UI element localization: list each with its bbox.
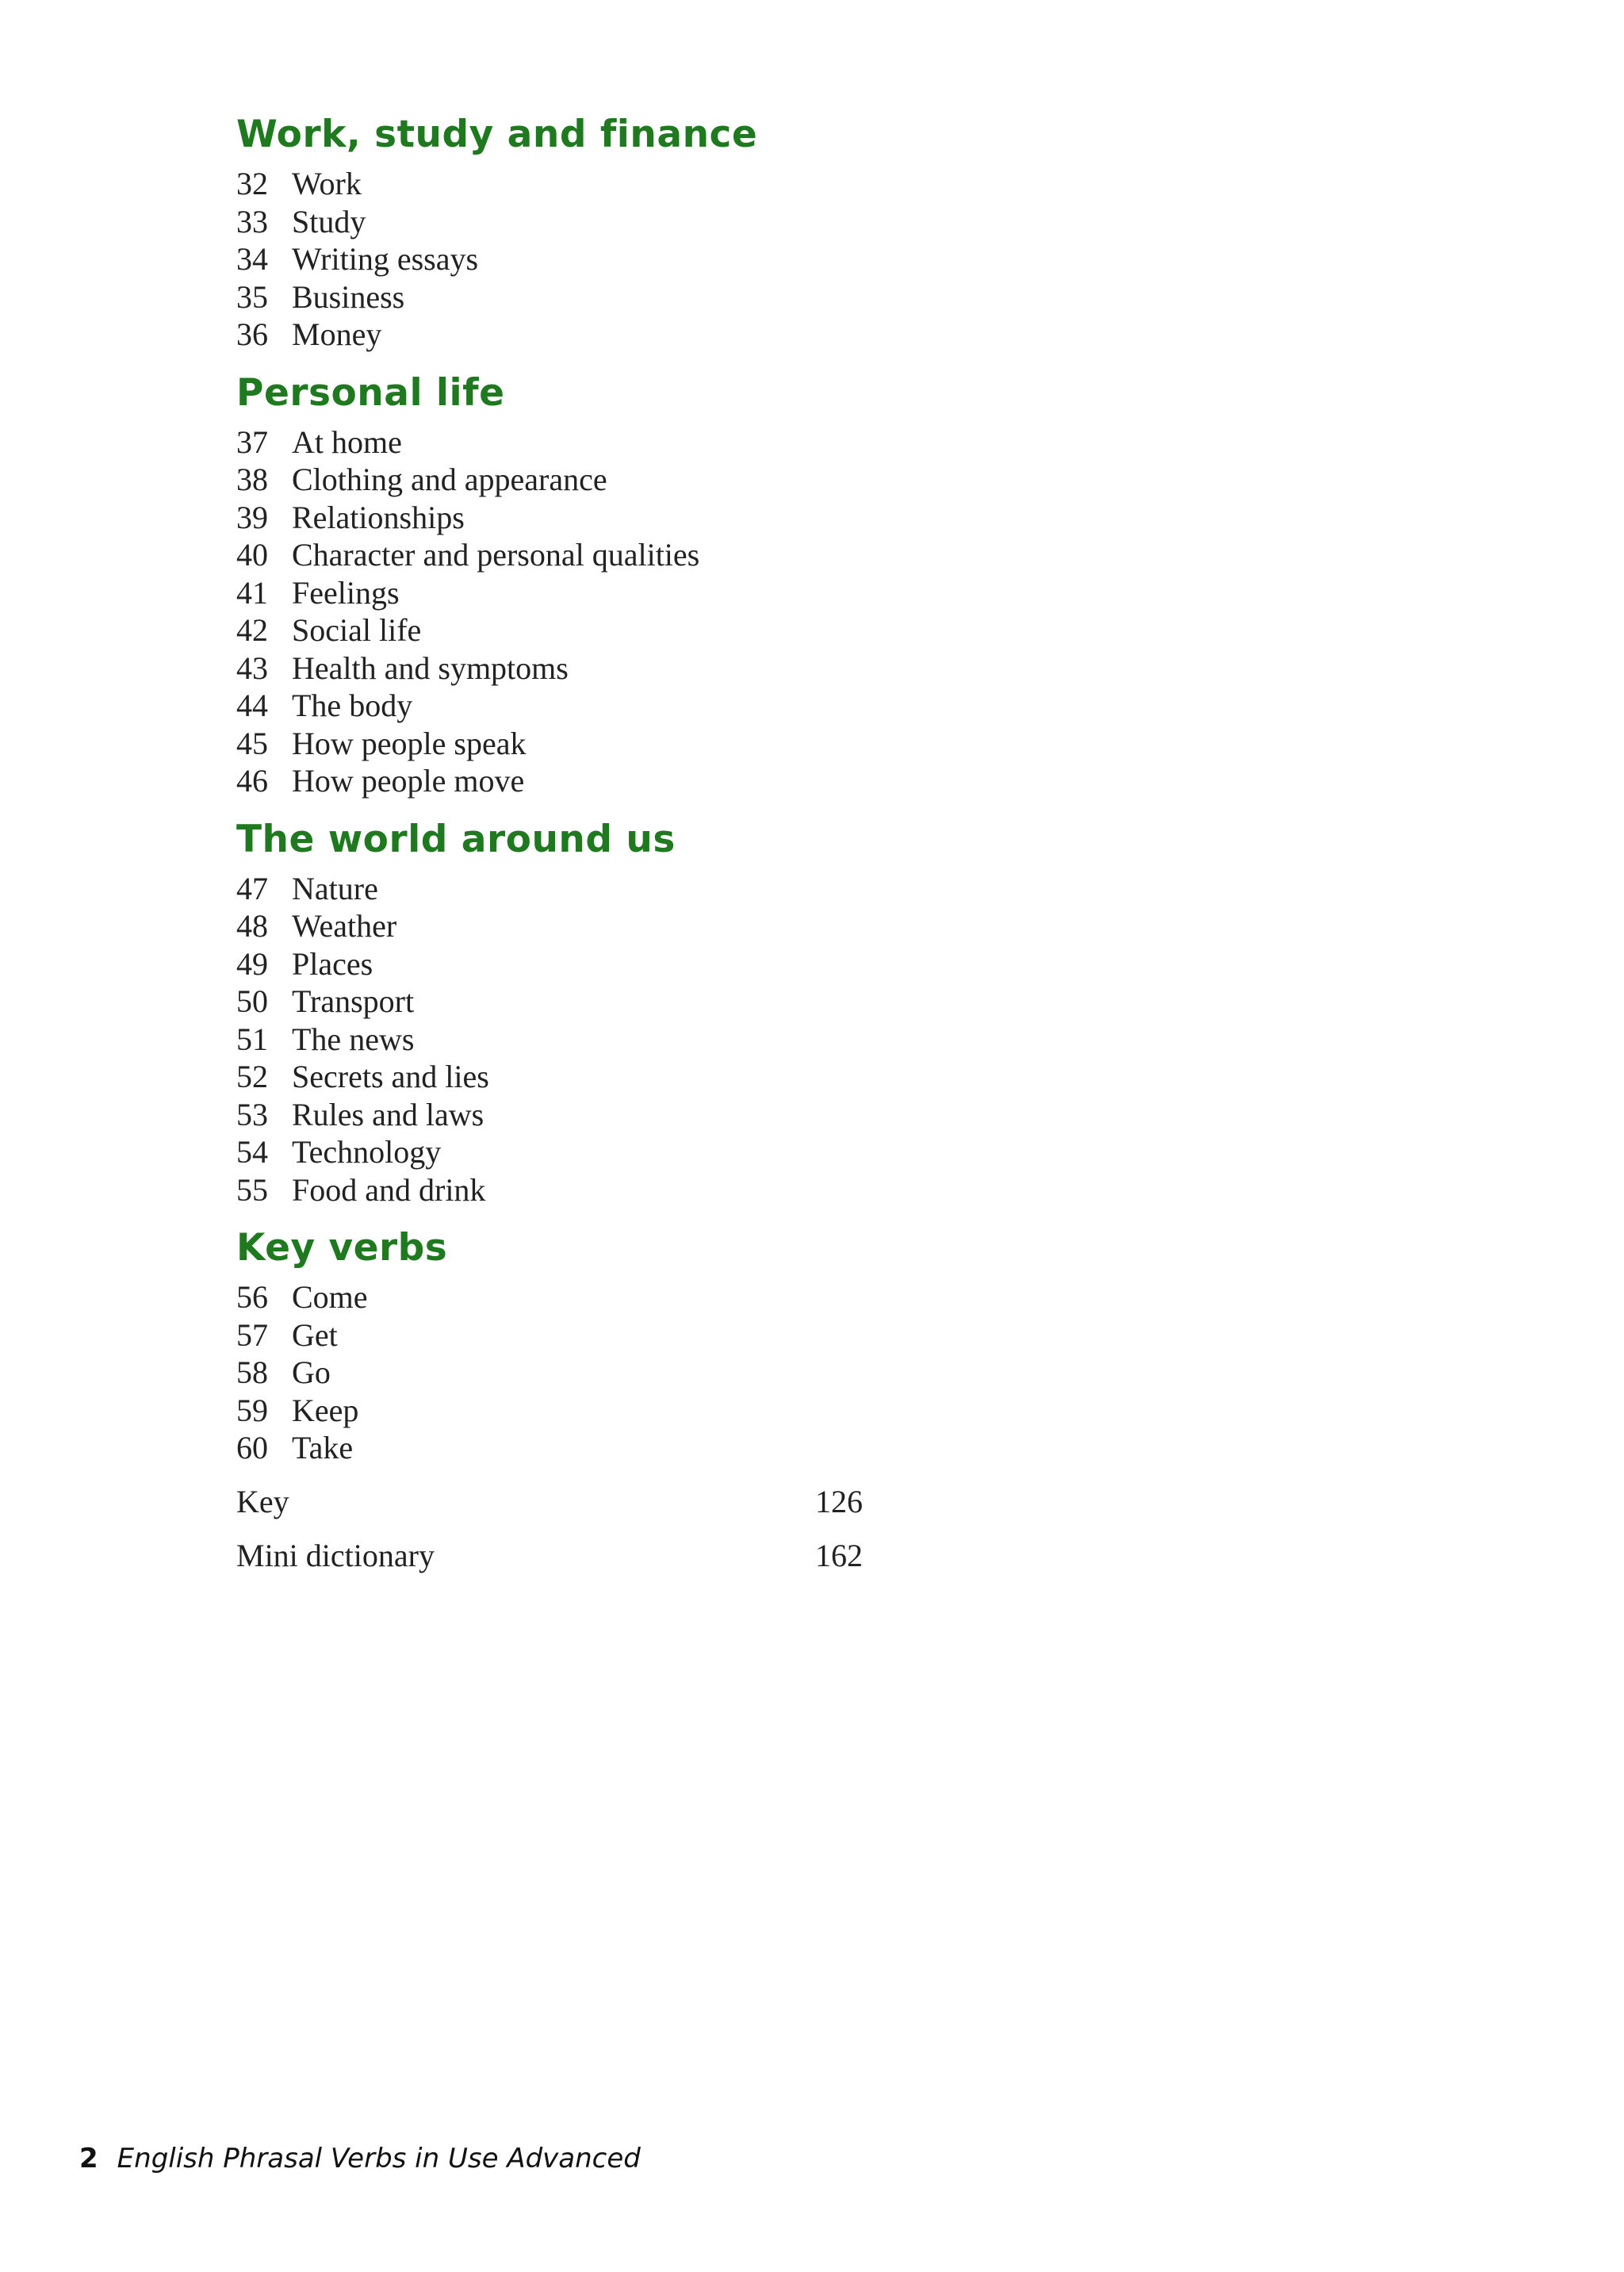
unit-entry[interactable] bbox=[236, 1058, 1029, 1096]
toc-section-work-study-finance bbox=[236, 111, 1029, 354]
unit-title: Get bbox=[292, 1316, 338, 1353]
unit-title: Work bbox=[292, 166, 362, 201]
unit-number: 58 bbox=[236, 1354, 268, 1390]
unit-title: How people speak bbox=[292, 725, 527, 761]
unit-title: Writing essays bbox=[292, 241, 479, 277]
unit-entry[interactable] bbox=[236, 316, 1029, 354]
unit-number: 55 bbox=[236, 1171, 268, 1208]
unit-title: How people move bbox=[292, 763, 525, 799]
unit-entry[interactable] bbox=[236, 762, 1029, 800]
unit-list bbox=[236, 1278, 1029, 1467]
back-matter-list bbox=[236, 1483, 1029, 1591]
entry-label: Key bbox=[236, 1483, 289, 1519]
unit-title: Food and drink bbox=[292, 1171, 486, 1208]
page-number: 2 bbox=[79, 2143, 98, 2174]
unit-title: Clothing and appearance bbox=[292, 462, 607, 497]
unit-entry[interactable] bbox=[236, 611, 1029, 649]
unit-number: 57 bbox=[236, 1316, 268, 1353]
unit-number: 41 bbox=[236, 574, 268, 611]
unit-entry[interactable] bbox=[236, 203, 1029, 241]
unit-number: 47 bbox=[236, 870, 268, 906]
unit-entry[interactable] bbox=[236, 1354, 1029, 1392]
table-of-contents bbox=[236, 111, 1029, 1591]
unit-entry[interactable] bbox=[236, 1133, 1029, 1171]
unit-entry[interactable] bbox=[236, 1429, 1029, 1467]
unit-entry[interactable] bbox=[236, 907, 1029, 945]
unit-number: 32 bbox=[236, 166, 268, 201]
toc-section-personal-life bbox=[236, 370, 1029, 800]
toc-section-key-verbs bbox=[236, 1224, 1029, 1467]
back-matter-entry-mini-dictionary[interactable] bbox=[236, 1537, 871, 1591]
unit-entry[interactable] bbox=[236, 423, 1029, 462]
unit-entry[interactable] bbox=[236, 1392, 1029, 1430]
unit-entry[interactable] bbox=[236, 461, 1029, 499]
unit-title: Keep bbox=[292, 1392, 359, 1428]
unit-entry[interactable] bbox=[236, 240, 1029, 278]
unit-number: 37 bbox=[236, 423, 268, 460]
unit-entry[interactable] bbox=[236, 278, 1029, 316]
unit-list bbox=[236, 423, 1029, 800]
unit-entry[interactable] bbox=[236, 649, 1029, 688]
unit-number: 35 bbox=[236, 278, 268, 315]
unit-title: Character and personal qualities bbox=[292, 537, 700, 573]
unit-title: Come bbox=[292, 1279, 368, 1315]
unit-list bbox=[236, 165, 1029, 354]
unit-number: 40 bbox=[236, 537, 268, 573]
unit-number: 39 bbox=[236, 499, 268, 535]
unit-title: Places bbox=[292, 945, 373, 982]
unit-title: Money bbox=[292, 316, 382, 352]
unit-entry[interactable] bbox=[236, 165, 1029, 203]
unit-title: Rules and laws bbox=[292, 1096, 485, 1132]
unit-number: 52 bbox=[236, 1059, 268, 1094]
unit-number: 51 bbox=[236, 1021, 268, 1057]
unit-title: Transport bbox=[292, 983, 415, 1019]
unit-entry[interactable] bbox=[236, 574, 1029, 612]
unit-number: 33 bbox=[236, 203, 268, 239]
unit-title: Go bbox=[292, 1354, 331, 1390]
unit-number: 48 bbox=[236, 908, 268, 944]
unit-number: 38 bbox=[236, 462, 268, 497]
unit-entry[interactable] bbox=[236, 725, 1029, 763]
unit-entry[interactable] bbox=[236, 687, 1029, 725]
unit-title: Take bbox=[292, 1430, 354, 1465]
entry-page-number: 162 bbox=[815, 1537, 863, 1573]
unit-number: 53 bbox=[236, 1096, 268, 1132]
unit-number: 50 bbox=[236, 983, 268, 1019]
unit-number: 34 bbox=[236, 241, 268, 277]
unit-number: 60 bbox=[236, 1430, 268, 1465]
entry-label: Mini dictionary bbox=[236, 1537, 435, 1573]
book-title: English Phrasal Verbs in Use Advanced bbox=[117, 2143, 641, 2174]
unit-title: Social life bbox=[292, 612, 422, 648]
unit-title: Weather bbox=[292, 908, 397, 944]
unit-entry[interactable] bbox=[236, 1021, 1029, 1059]
unit-title: Feelings bbox=[292, 574, 400, 611]
unit-number: 43 bbox=[236, 649, 268, 686]
unit-number: 49 bbox=[236, 945, 268, 982]
unit-number: 44 bbox=[236, 688, 268, 723]
unit-number: 42 bbox=[236, 612, 268, 648]
unit-title: The news bbox=[292, 1021, 415, 1057]
unit-number: 45 bbox=[236, 725, 268, 761]
unit-number: 54 bbox=[236, 1134, 268, 1170]
unit-list bbox=[236, 870, 1029, 1209]
section-heading: Personal life bbox=[236, 370, 505, 415]
unit-entry[interactable] bbox=[236, 536, 1029, 574]
unit-title: Secrets and lies bbox=[292, 1059, 489, 1094]
back-matter-entry-key[interactable] bbox=[236, 1483, 871, 1537]
unit-entry[interactable] bbox=[236, 945, 1029, 983]
unit-title: Business bbox=[292, 278, 405, 315]
toc-section-world-around-us bbox=[236, 816, 1029, 1209]
unit-entry[interactable] bbox=[236, 1096, 1029, 1134]
unit-title: Technology bbox=[292, 1134, 442, 1170]
section-heading: Work, study and finance bbox=[236, 113, 758, 156]
unit-entry[interactable] bbox=[236, 499, 1029, 537]
section-heading: The world around us bbox=[236, 817, 676, 861]
unit-title: Health and symptoms bbox=[292, 649, 569, 686]
unit-title: Nature bbox=[292, 870, 378, 906]
unit-entry[interactable] bbox=[236, 870, 1029, 908]
unit-number: 56 bbox=[236, 1279, 268, 1315]
unit-number: 59 bbox=[236, 1392, 268, 1428]
section-heading: Key verbs bbox=[236, 1226, 448, 1270]
unit-entry[interactable] bbox=[236, 1171, 1029, 1209]
unit-number: 36 bbox=[236, 316, 268, 352]
unit-number: 46 bbox=[236, 763, 268, 799]
unit-entry[interactable] bbox=[236, 983, 1029, 1021]
entry-page-number: 126 bbox=[815, 1483, 863, 1519]
unit-title: The body bbox=[292, 688, 413, 723]
unit-title: At home bbox=[292, 423, 402, 460]
unit-title: Relationships bbox=[292, 499, 465, 535]
unit-entry[interactable] bbox=[236, 1316, 1029, 1354]
page-footer bbox=[79, 2143, 641, 2174]
unit-title: Study bbox=[292, 203, 366, 239]
unit-entry[interactable] bbox=[236, 1278, 1029, 1316]
